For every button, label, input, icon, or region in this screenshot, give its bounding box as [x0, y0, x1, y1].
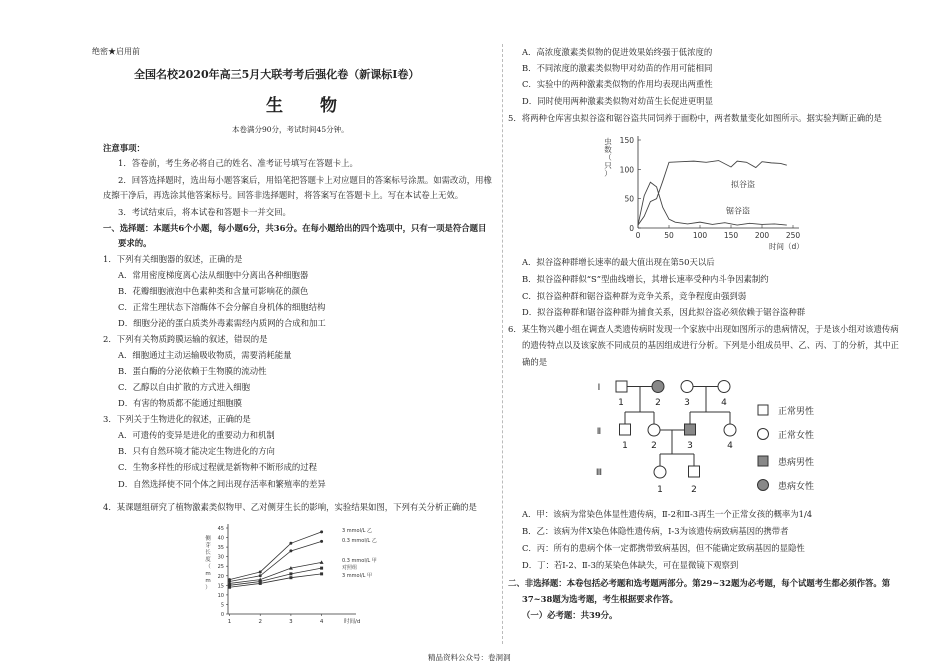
- c1-point: [228, 586, 231, 589]
- q3-stem: 3．下列关于生物进化的叙述，正确的是: [103, 414, 251, 424]
- c1-y-axis-label-char: ）: [205, 585, 211, 591]
- c2-y-tick-label: 0: [629, 224, 634, 233]
- q2-option-b: B．蛋白酶的分泌依赖于生物膜的流动性: [118, 366, 267, 376]
- secret-label: 绝密★启用前: [92, 47, 140, 56]
- q6-option-d: D．丁：若Ⅰ-2、Ⅱ-3的某染色体缺失，可在显微镜下观察到: [522, 560, 739, 570]
- q4-option-c: C．实验中的两种激素类似物的作用均表现出两重性: [522, 79, 713, 89]
- c2-y-tick-label: 150: [619, 136, 634, 145]
- legend-normal-male-symbol: [758, 405, 768, 415]
- c1-y-axis-label-char: m: [205, 571, 211, 577]
- c1-y-axis-label-char: 度: [205, 557, 211, 563]
- c1-series-line: [230, 532, 322, 580]
- c2-x-tick-label: 0: [635, 231, 641, 240]
- pedigree-ii2-normal-female: [648, 424, 660, 436]
- pedigree-i2-affected-female: [652, 381, 664, 393]
- c1-series-line: [230, 568, 322, 585]
- footer-watermark: 精品资料公众号：卷洞洞: [428, 653, 511, 662]
- q1-stem: 1．下列有关细胞器的叙述，正确的是: [103, 254, 243, 264]
- gen-label-iii: Ⅲ: [595, 468, 603, 478]
- c1-point: [289, 576, 292, 579]
- exam-title: 全国名校2020年高三5月大联考考后强化卷（新课标Ⅰ卷）: [134, 68, 420, 81]
- ii3-label: 3: [687, 441, 693, 451]
- pedigree-i3-normal-female: [681, 381, 693, 393]
- q1-option-c: C．正常生理状态下溶酶体不会分解自身机体的细胞结构: [118, 302, 326, 312]
- c1-y-tick-label: 10: [217, 592, 224, 599]
- c1-y-axis-label-char: 侧: [205, 536, 211, 542]
- pedigree-ii3-affected-male: [685, 424, 696, 435]
- c1-x-tick-label: 1: [227, 619, 232, 625]
- c1-series-label: 3 mmol/L 乙: [342, 528, 373, 534]
- section2-heading-cont: 37~38题为选考题，考生根据要求作答。: [522, 594, 678, 604]
- c1-point: [259, 582, 262, 585]
- q2-option-a: A．细胞通过主动运输吸收物质，需要消耗能量: [118, 350, 292, 360]
- q2-option-d: D．有害的物质都不能通过细胞膜: [118, 398, 242, 408]
- pedigree-iii2-normal-male: [689, 466, 700, 477]
- c1-y-axis-label-char: m: [205, 578, 211, 584]
- pedigree-i4-normal-female: [718, 381, 730, 393]
- c1-series-label: 3 mmol/L 甲: [342, 573, 373, 579]
- q2-option-c: C．乙醇以自由扩散的方式进入细胞: [118, 382, 251, 392]
- hormone-chart-labels: [205, 526, 377, 625]
- c1-y-axis-label-char: 长: [205, 550, 211, 556]
- legend-normal-female: 正常女性: [778, 431, 815, 441]
- i2-label: 2: [655, 398, 661, 408]
- pedigree-ii4-normal-female: [724, 424, 736, 436]
- gen-label-ii: Ⅱ: [596, 427, 602, 437]
- note-1: 1．答卷前，考生务必将自己的姓名、准考证号填写在答题卡上。: [118, 158, 358, 168]
- c2-y-axis-label-char: 虫: [604, 137, 612, 146]
- c1-series-label: 0.3 mmol/L 乙: [342, 538, 377, 544]
- c2-x-tick-label: 100: [692, 231, 708, 240]
- pedigree-diagram: [590, 374, 830, 502]
- c1-y-tick-label: 30: [217, 554, 224, 561]
- q3-option-a: A．可遗传的变异是进化的重要动力和机制: [118, 430, 275, 440]
- c2-y-tick-label: 50: [624, 194, 634, 204]
- legend-normal-male: 正常男性: [778, 407, 815, 417]
- c1-y-tick-label: 25: [217, 564, 224, 571]
- c1-y-tick-label: 0: [220, 612, 224, 618]
- c1-point: [320, 572, 323, 575]
- section2-heading: 二、非选择题：本卷包括必考题和选考题两部分。第29~32题为必考题，每个试题考生都必须作答。第: [508, 578, 891, 588]
- ii2-label: 2: [651, 441, 657, 451]
- note-3: 3．考试结束后，将本试卷和答题卡一并交回。: [118, 207, 291, 217]
- c2-series-line: [638, 161, 787, 226]
- c2-y-axis-label-char: ）: [604, 169, 612, 178]
- c1-x-tick-label: 4: [319, 619, 324, 625]
- beetle-line-chart: [598, 130, 813, 250]
- c1-series-label: 0.3 mmol/L 甲: [342, 558, 377, 564]
- c2-y-axis-label-char: （: [604, 153, 612, 162]
- c1-point: [320, 560, 324, 564]
- c1-point: [320, 567, 323, 570]
- legend-normal-female-symbol: [758, 429, 769, 440]
- c1-y-tick-label: 35: [217, 545, 224, 552]
- c1-x-tick-label: 2: [258, 619, 262, 625]
- ii4-label: 4: [727, 441, 733, 451]
- c2-y-axis-label-char: 只: [604, 161, 612, 170]
- c1-point: [289, 572, 292, 575]
- q3-option-b: B．只有自然环境才能决定生物进化的方向: [118, 446, 275, 456]
- iii2-label: 2: [691, 485, 697, 495]
- hormone-chart-series: [228, 530, 324, 588]
- q2-stem: 2．下列有关物质跨膜运输的叙述，错误的是: [103, 334, 268, 344]
- c2-x-tick-label: 150: [723, 231, 739, 240]
- legend-affected-male-symbol: [758, 456, 768, 466]
- pedigree-i1-normal-male: [616, 381, 627, 392]
- note-2-cont: 皮擦干净后，再选涂其他答案标号。回答非选择题时，将答案写在答题卡上。写在本试卷上无效。: [103, 190, 464, 200]
- q4-option-b: B．不同浓度的激素类似物甲对幼苗的作用可能相同: [522, 63, 713, 73]
- q4-option-d: D．同时使用两种激素类似物对幼苗生长促进更明显: [522, 96, 713, 106]
- c1-point: [289, 549, 292, 552]
- section1-heading: 一、选择题：本题共6个小题，每小题6分，共36分。在每小题给出的四个选项中，只有一项是符合题目: [103, 223, 487, 233]
- c1-y-tick-label: 40: [217, 535, 224, 542]
- hormone-line-chart: [200, 518, 377, 630]
- q5-option-a: A．拟谷盗种群增长速率的最大值出现在第50天以后: [522, 257, 715, 267]
- column-divider: [502, 44, 503, 644]
- i3-label: 3: [684, 398, 690, 408]
- q3-option-c: C．生物多样性的形成过程就是新物种不断形成的过程: [118, 462, 318, 472]
- hormone-chart-axes: [226, 524, 356, 616]
- c1-y-tick-label: 20: [217, 573, 224, 580]
- c2-x-tick-label: 250: [785, 231, 801, 240]
- c1-point: [289, 542, 292, 545]
- c1-point: [320, 530, 323, 533]
- q6-stem-line3: 确的是: [522, 357, 548, 367]
- c2-x-tick-label: 200: [754, 231, 770, 240]
- c1-y-tick-label: 45: [217, 526, 224, 532]
- q6-option-a: A．甲：该病为常染色体显性遗传病，Ⅱ-2和Ⅱ-3再生一个正常女孩的概率为1/4: [522, 509, 813, 519]
- c1-x-tick-label: 3: [289, 619, 293, 625]
- q1-option-d: D．细胞分泌的蛋白质类外毒素需经内质网的合成和加工: [118, 318, 326, 328]
- ii1-label: 1: [622, 441, 628, 451]
- legend-affected-male: 患病男性: [778, 458, 815, 468]
- c2-x-tick-label: 50: [664, 231, 674, 240]
- c2-x-axis-label: 时间（d）: [769, 242, 804, 251]
- q1-option-a: A．常用密度梯度离心法从细胞中分离出各种细胞器: [118, 270, 309, 280]
- q4-stem: 4．某课题组研究了植物激素类似物甲、乙对侧芽生长的影响，实验结果如图，下列有关分析正确的是: [103, 502, 477, 512]
- notes-title: 注意事项：: [103, 143, 145, 153]
- q6-option-b: B．乙：该病为伴X染色体隐性遗传病，Ⅰ-3为该遗传病致病基因的携带者: [522, 526, 789, 536]
- c2-y-axis-label-char: 数: [604, 145, 612, 154]
- c1-point: [320, 540, 323, 543]
- section1-heading-cont: 要求的。: [118, 238, 152, 248]
- q5-option-d: D．拟谷盗种群和锯谷盗种群为捕食关系，因此拟谷盗必须依赖于锯谷盗种群: [522, 307, 806, 317]
- note-2: 2．回答选择题时，选出每小题答案后，用铅笔把答题卡上对应题目的答案标号涂黑。如需改动，用橡: [118, 175, 492, 185]
- c2-y-tick-label: 100: [619, 165, 634, 175]
- c2-series-label: 拟谷盗: [731, 179, 755, 189]
- legend-affected-female: 患病女性: [778, 482, 815, 492]
- q5-option-c: C．拟谷盗种群和锯谷盗种群为竞争关系，竞争程度由强到弱: [522, 291, 747, 301]
- i1-label: 1: [618, 398, 624, 408]
- beetle-chart-series: [638, 161, 787, 226]
- pedigree-ii1-normal-male: [620, 424, 631, 435]
- gen-label-i: Ⅰ: [597, 383, 601, 393]
- score-info: 本卷满分90分，考试时间45分钟。: [232, 125, 349, 134]
- section2-sub: （一）必考题：共39分。: [522, 610, 618, 620]
- q5-stem: 5．将两种仓库害虫拟谷盗和锯谷盗共同饲养于面粉中，两者数量变化如图所示。据实验判断正确的是: [508, 113, 882, 123]
- q3-option-d: D．自然选择使不同个体之间出现存活率和繁殖率的差异: [118, 479, 326, 489]
- i4-label: 4: [721, 398, 727, 408]
- q6-option-c: C．丙：所有的患病个体一定都携带致病基因，但不能确定致病基因的显隐性: [522, 543, 805, 553]
- subject-title: 生 物: [266, 96, 347, 116]
- pedigree-iii1-normal-female: [654, 466, 666, 478]
- q4-option-a: A．高浓度激素类似物的促进效果始终强于低浓度的: [522, 47, 713, 57]
- c1-x-axis-label: 时间/d: [344, 619, 361, 625]
- c2-series-label: 锯谷盗: [726, 206, 751, 216]
- q5-option-b: B．拟谷盗种群似“S”型曲线增长，其增长速率受种内斗争因素制约: [522, 274, 769, 284]
- c1-y-axis-label-char: 芽: [205, 543, 211, 549]
- beetle-chart-labels: [604, 136, 804, 251]
- c1-point: [259, 570, 262, 573]
- q6-stem-line2: 的遗传特点以及该家族不同成员的基因组成进行分析。下列是小组成员甲、乙、丙、丁的分析，其中正: [522, 340, 899, 350]
- c1-y-tick-label: 5: [220, 602, 224, 609]
- c1-y-tick-label: 15: [217, 583, 224, 590]
- c1-series-label: 对照组: [342, 565, 358, 571]
- q1-option-b: B．花瓣细胞液泡中色素种类和含量可影响花的颜色: [118, 286, 309, 296]
- iii1-label: 1: [657, 485, 663, 495]
- c1-point: [259, 574, 262, 577]
- c1-y-axis-label-char: （: [205, 564, 211, 570]
- legend-affected-female-symbol: [758, 480, 769, 491]
- q6-stem-line1: 6．某生物兴趣小组在调查人类遗传病时发现一个家族中出现如图所示的患病情况，于是该小组对该遗传病: [508, 324, 899, 334]
